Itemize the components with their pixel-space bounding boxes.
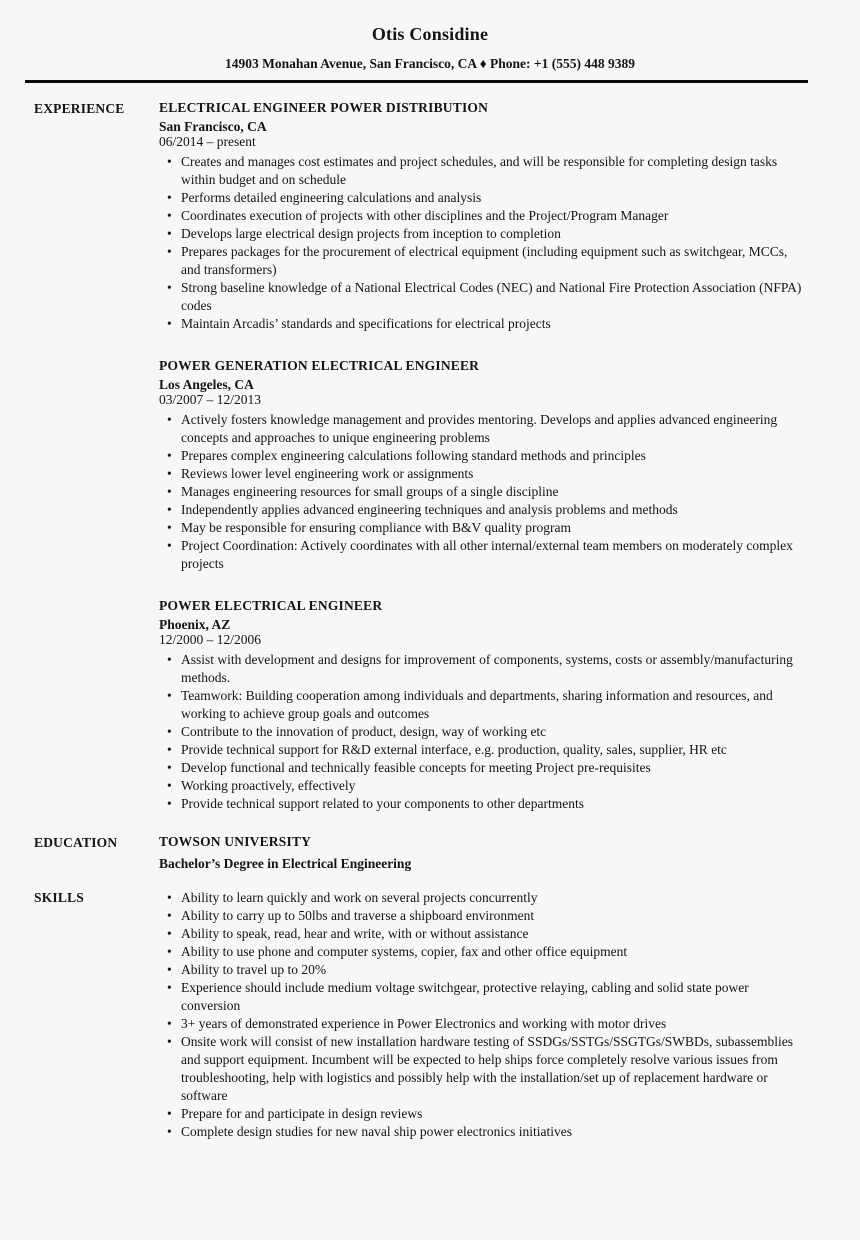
bullet-item: • Develops large electrical design projects from inception to completion (167, 225, 808, 243)
bullet-item: • Experience should include medium voltage switchgear, protective relaying, cabling and solid state power conversion (167, 979, 808, 1015)
job-bullet-list (159, 153, 808, 333)
bullet-item: • Manages engineering resources for small groups of a single discipline (167, 483, 808, 501)
experience-section-content (159, 100, 808, 813)
skills-bullet-list (159, 889, 808, 1141)
job-location: Los Angeles, CA (159, 377, 254, 392)
job-title: POWER ELECTRICAL ENGINEER (159, 598, 383, 613)
section-education (34, 834, 808, 872)
job-entry (159, 358, 808, 573)
job-entry (159, 598, 808, 813)
bullet-item: • Independently applies advanced engineering techniques and analysis problems and methods (167, 501, 808, 519)
bullet-item: • Performs detailed engineering calculations and analysis (167, 189, 808, 207)
job-bullet-list (159, 411, 808, 573)
job-location: San Francisco, CA (159, 119, 267, 134)
bullet-item: • Ability to travel up to 20% (167, 961, 808, 979)
bullet-item: • Maintain Arcadis’ standards and specifications for electrical projects (167, 315, 808, 333)
bullet-item: • Prepare for and participate in design reviews (167, 1105, 808, 1123)
bullet-item: • Ability to use phone and computer systems, copier, fax and other office equipment (167, 943, 808, 961)
bullet-item: • Working proactively, effectively (167, 777, 808, 795)
job-entry (159, 100, 808, 333)
job-title: ELECTRICAL ENGINEER POWER DISTRIBUTION (159, 100, 489, 115)
resume-content (0, 83, 860, 1141)
skills-section-content (159, 889, 808, 1141)
job-title: POWER GENERATION ELECTRICAL ENGINEER (159, 358, 480, 373)
bullet-item: • Assist with development and designs for improvement of components, systems, costs or assembly/manufacturing methods. (167, 651, 808, 687)
bullet-item: • Develop functional and technically feasible concepts for meeting Project pre-requisites (167, 759, 808, 777)
bullet-item: • Project Coordination: Actively coordinates with all other internal/external team members on moderately complex projects (167, 537, 808, 573)
section-experience (34, 100, 808, 813)
bullet-item: • Ability to learn quickly and work on several projects concurrently (167, 889, 808, 907)
bullet-item: • Contribute to the innovation of product, design, way of working etc (167, 723, 808, 741)
degree: Bachelor’s Degree in Electrical Engineering (159, 856, 412, 871)
bullet-item: • Creates and manages cost estimates and project schedules, and will be responsible for completing design tasks within budget and on schedule (167, 153, 808, 189)
experience-section-label: EXPERIENCE (34, 101, 125, 116)
bullet-item: • Reviews lower level engineering work or assignments (167, 465, 808, 483)
bullet-item: • Prepares complex engineering calculations following standard methods and principles (167, 447, 808, 465)
section-skills (34, 889, 808, 1141)
education-section-content (159, 834, 808, 872)
contact-line: 14903 Monahan Avenue, San Francisco, CA ♦ Phone: +1 (555) 448 9389 (225, 56, 635, 71)
job-dates: 12/2000 – 12/2006 (159, 632, 262, 647)
job-location: Phoenix, AZ (159, 617, 231, 632)
bullet-item: • Strong baseline knowledge of a National Electrical Codes (NEC) and National Fire Protection Association (NFPA) codes (167, 279, 808, 315)
skills-section-label: SKILLS (34, 890, 84, 905)
job-dates: 03/2007 – 12/2013 (159, 392, 262, 407)
bullet-item: • May be responsible for ensuring compliance with B&V quality program (167, 519, 808, 537)
bullet-item: • 3+ years of demonstrated experience in Power Electronics and working with motor drives (167, 1015, 808, 1033)
bullet-item: • Prepares packages for the procurement of electrical equipment (including equipment such as switchgear, MCCs, and transformers) (167, 243, 808, 279)
bullet-item: • Actively fosters knowledge management and provides mentoring. Develops and applies advanced engineering concepts and approaches to unique engineering problems (167, 411, 808, 447)
bullet-item: • Provide technical support related to your components to other departments (167, 795, 808, 813)
bullet-item: • Ability to carry up to 50lbs and traverse a shipboard environment (167, 907, 808, 925)
bullet-item: • Onsite work will consist of new installation hardware testing of SSDGs/SSTGs/SSGTGs/SWBDs, subassemblies and support equipment. Incumbent will be expected to help ships force completely resolve various issues from troubleshooting, help with logistics and possibly help with the installation/set up of replacement hardware or software (167, 1033, 808, 1105)
candidate-name: Otis Considine (371, 24, 489, 44)
job-dates: 06/2014 – present (159, 134, 256, 149)
bullet-item: • Complete design studies for new naval ship power electronics initiatives (167, 1123, 808, 1141)
education-section-label: EDUCATION (34, 835, 118, 850)
bullet-item: • Teamwork: Building cooperation among individuals and departments, sharing information and resources, and working to achieve group goals and outcomes (167, 687, 808, 723)
bullet-item: • Coordinates execution of projects with other disciplines and the Project/Program Manager (167, 207, 808, 225)
job-bullet-list (159, 651, 808, 813)
school-name: TOWSON UNIVERSITY (159, 834, 312, 849)
bullet-item: • Ability to speak, read, hear and write, with or without assistance (167, 925, 808, 943)
bullet-item: • Provide technical support for R&D external interface, e.g. production, quality, sales, supplier, HR etc (167, 741, 808, 759)
